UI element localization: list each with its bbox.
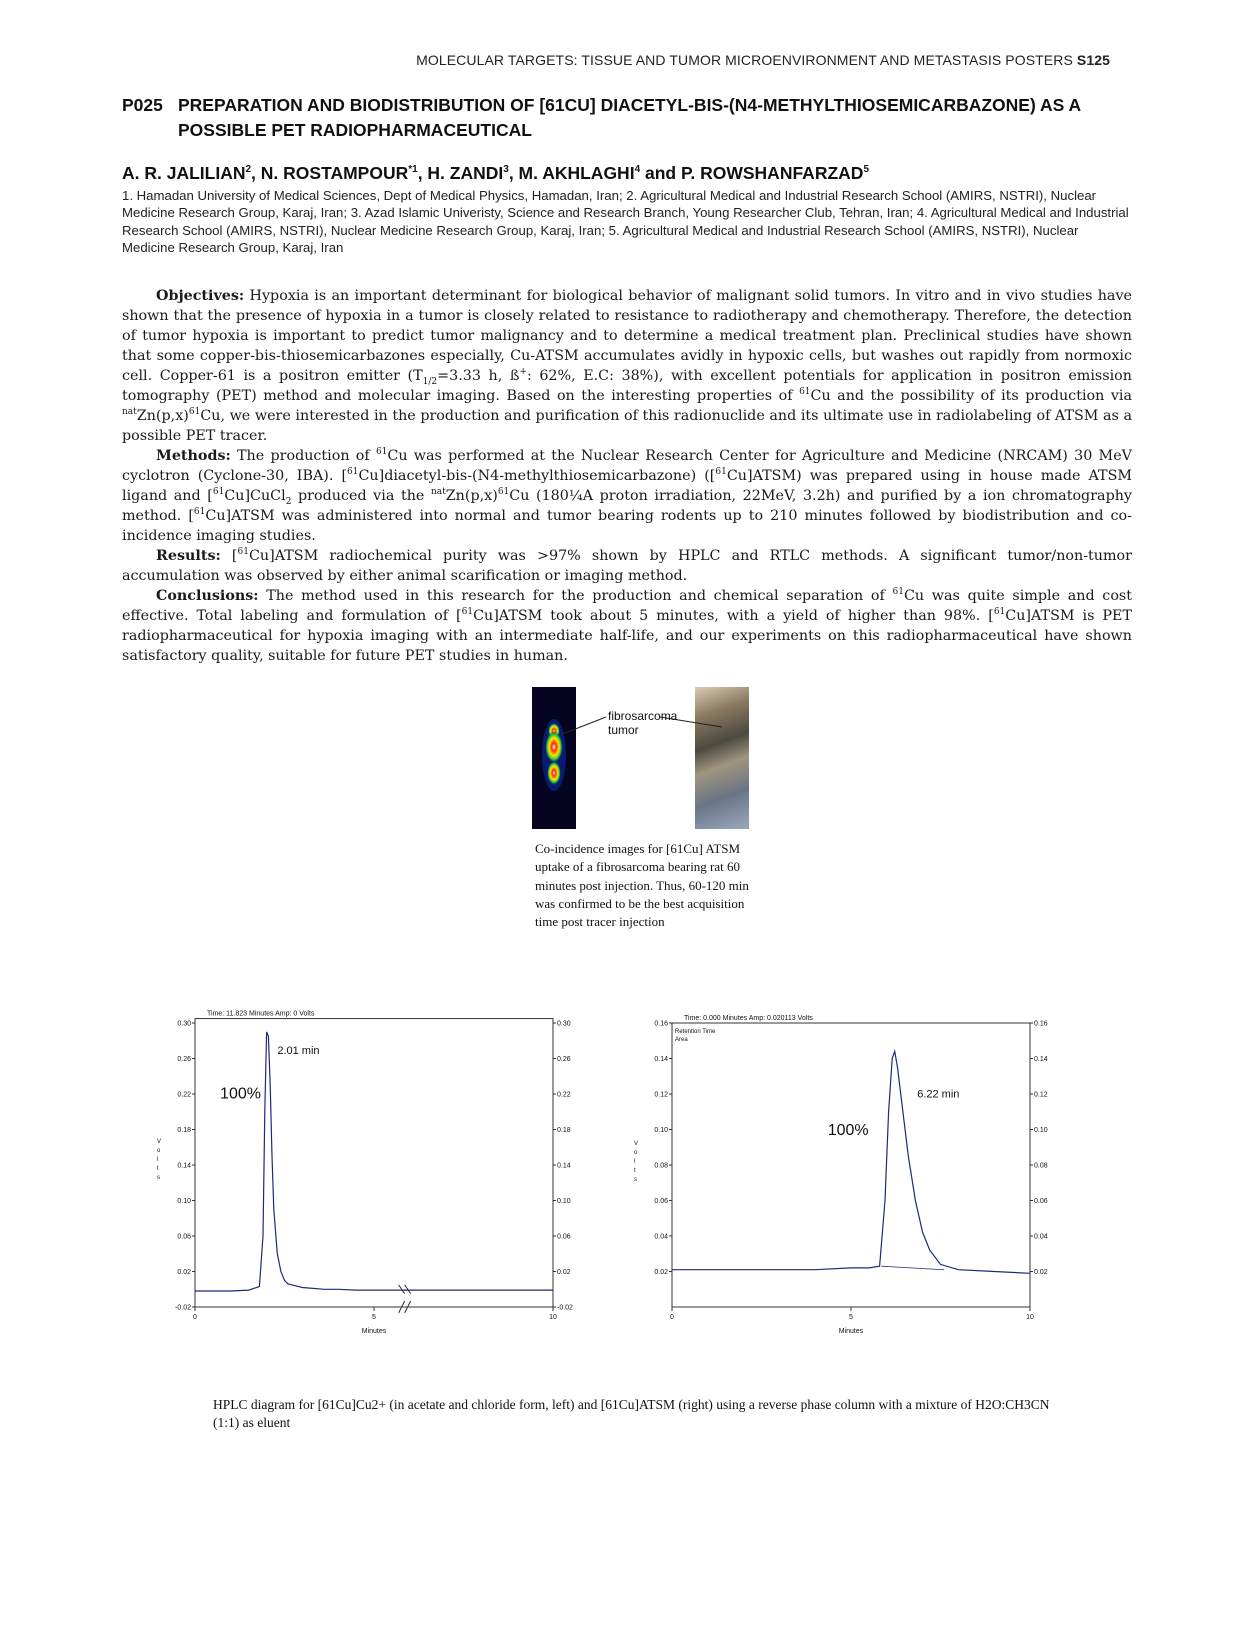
author-separator: , (508, 163, 519, 183)
tumor-label-line-1: fibrosarcoma (608, 709, 678, 723)
text-sup: 61 (892, 587, 904, 598)
results-heading: Results: (156, 548, 221, 564)
conclusions-text (122, 588, 1132, 664)
y-tick-label-right: 0.12 (1034, 1091, 1048, 1099)
text-run: The method used in this research for the production and chemical separation of (258, 588, 893, 604)
coincidence-figure (532, 687, 752, 832)
percent-annotation: 100% (220, 1085, 261, 1103)
tumor-label (608, 709, 677, 737)
y-tick-label-right: -0.02 (557, 1304, 573, 1312)
y-tick-label-right: 0.08 (1034, 1162, 1048, 1170)
y-tick-label-left: 0.26 (177, 1056, 191, 1063)
author-affiliation-mark: 4 (634, 164, 641, 176)
text-sub: 2 (285, 496, 292, 507)
chart-header: Time: 0.000 Minutes Amp: 0.020113 Volts (684, 1015, 813, 1022)
text-run: Cu]ATSM) was prepared using in house made ATSM ligand and [ (122, 468, 1133, 504)
y-tick-label-right: 0.16 (1034, 1020, 1048, 1028)
conclusions-paragraph (122, 586, 1132, 666)
text-run: Cu]diacetyl-bis-(N4-methylthiosemicarbazone) ([ (358, 468, 716, 484)
y-tick-label-left: 0.10 (177, 1198, 191, 1205)
x-tick-label: 5 (849, 1314, 853, 1321)
y-tick-label-left: 0.30 (177, 1020, 191, 1028)
article-title: PREPARATION AND BIODISTRIBUTION OF [61CU] DIACETYL-BIS-(N4-METHYLTHIOSEMICARBAZONE) AS A POSSIBLE PET RADIOPHARMACEUTICAL (178, 95, 1081, 140)
tumor-label-line-2: tumor (608, 723, 639, 737)
author-affiliation-mark: 3 (503, 164, 509, 176)
y-tick-label-right: 0.30 (557, 1020, 571, 1028)
y-axis-label (634, 1141, 638, 1183)
y-tick-label-right: 0.22 (557, 1091, 571, 1099)
text-sup: 61 (715, 467, 727, 478)
text-sup: 61 (193, 507, 206, 518)
y-tick-label-left: 0.02 (177, 1269, 191, 1276)
y-axis-label-letter: l (157, 1156, 159, 1163)
author-name: M. AKHLAGHI (518, 163, 635, 183)
affiliations: 1. Hamadan University of Medical Sciences, Dept of Medical Physics, Hamadan, Iran; 2. Agricultural Medical and Industrial Research School (AMIRS, NSTRI), Nuclear Medicine Research Group, Karaj, Iran; 3. Azad Islamic Univeristy, Science and Research Branch, Young Researcher Club, Tehran, Iran; 4. Agricultural Medical and Industrial Research School (AMIRS, NSTRI), Nuclear Medicine Research Group, Karaj, Iran; 5. Agricultural Medical and Industrial Research School (AMIRS, NSTRI), Nuclear Medicine Research Group, Karaj, Iran (122, 188, 1129, 255)
objectives-heading: Objectives: (156, 288, 245, 304)
figure-1-caption: Co-incidence images for [61Cu] ATSM uptake of a fibrosarcoma bearing rat 60 minutes post injection. Thus, 60-120 min was confirmed to be the best acquisition time post tracer injection (535, 841, 749, 930)
y-axis-label-letter: t (157, 1165, 159, 1172)
y-tick-label-right: 0.10 (1034, 1127, 1048, 1134)
axis-break-mark (399, 1285, 405, 1294)
y-axis-label-letter: s (634, 1177, 637, 1183)
y-tick-label-left: 0.04 (654, 1233, 668, 1241)
y-tick-label-right: 0.06 (557, 1233, 571, 1241)
author-list (122, 163, 869, 184)
x-axis-label: Minutes (838, 1328, 864, 1335)
text-sup: 61 (461, 607, 474, 618)
y-axis-label (157, 1139, 161, 1181)
y-tick-label-right: 0.26 (557, 1056, 571, 1063)
chromatogram-trace (672, 1051, 1030, 1273)
y-axis-label-letter: V (634, 1141, 639, 1147)
y-tick-label-right: 0.02 (557, 1269, 571, 1276)
text-run: Cu and the possibility of its production via (810, 388, 1133, 404)
text-run: Cu, we were interested in the production and purification of this radionuclide and its ultimate use in radiolabeling of ATSM as a possible PET tracer. (122, 408, 1132, 444)
text-run: Cu (180¼A proton irradiation, 22MeV, 3.2h) and purified by a ion chromatography method. [ (122, 488, 1133, 524)
methods-heading: Methods: (156, 448, 231, 464)
running-title: MOLECULAR TARGETS: TISSUE AND TUMOR MICROENVIRONMENT AND METASTASIS POSTERS (416, 52, 1073, 68)
author-separator: and (640, 163, 681, 183)
text-run: The production of (230, 448, 376, 464)
y-tick-label-right: 0.14 (557, 1162, 571, 1170)
methods-paragraph (122, 446, 1132, 546)
y-tick-label-right: 0.06 (1034, 1198, 1048, 1205)
x-axis-label: Minutes (361, 1328, 387, 1335)
text-sup: 61 (799, 387, 811, 398)
author-name: A. R. JALILIAN (122, 163, 246, 183)
axis-break-mark (405, 1285, 411, 1294)
results-text (122, 548, 1132, 584)
author-name: H. ZANDI (427, 163, 504, 183)
y-tick-label-left: 0.08 (654, 1162, 668, 1170)
y-tick-label-left: 0.06 (654, 1198, 668, 1205)
chromatogram-trace (195, 1032, 553, 1291)
y-tick-label-right: 0.10 (557, 1198, 571, 1205)
hplc-chart-left (157, 1010, 595, 1385)
y-tick-label-right: 0.14 (1034, 1056, 1048, 1063)
y-tick-label-right: 0.02 (1034, 1269, 1048, 1276)
author-affiliation-mark: *1 (408, 164, 418, 176)
y-axis-label-letter: t (634, 1168, 636, 1174)
text-run: Cu]CuCl (224, 488, 286, 504)
text-sup: 61 (497, 487, 510, 498)
author-affiliation-mark: 2 (245, 164, 252, 176)
plot-frame (672, 1023, 1030, 1307)
text-run: =3.33 h, ß (437, 368, 520, 384)
text-sup: + (519, 367, 527, 378)
y-tick-label-left: 0.02 (654, 1269, 668, 1276)
y-axis-label-letter: s (157, 1174, 160, 1181)
author-name: P. ROWSHANFARZAD (680, 163, 864, 183)
y-tick-label-right: 0.18 (557, 1127, 571, 1134)
integration-baseline (881, 1266, 944, 1270)
x-tick-label: 10 (1026, 1314, 1034, 1321)
legend-entry: Area (675, 1037, 688, 1043)
hplc-chart-right (634, 1015, 1072, 1385)
text-run: : 62%, E.C: 38%), with excellent potentials for application in positron emission tomography (PET) method and molecular imaging. Based on the interesting properties of (122, 368, 1132, 404)
text-run: Zn(p,x) (445, 488, 498, 504)
author-separator: , (251, 163, 261, 183)
methods-text (122, 448, 1132, 544)
running-header (416, 52, 1110, 68)
y-tick-label-left: 0.12 (654, 1091, 668, 1099)
retention-time-annotation: 6.22 min (917, 1088, 960, 1101)
text-sup: 61 (993, 607, 1006, 618)
x-tick-label: 0 (193, 1314, 197, 1321)
objectives-paragraph (122, 286, 1132, 446)
text-run: produced via the (291, 488, 431, 504)
x-tick-label: 0 (670, 1314, 674, 1321)
y-tick-label-left: 0.16 (654, 1020, 668, 1028)
text-run: Hypoxia is an important determinant for biological behavior of malignant solid tumors. In vitro and in vivo studies have shown that the presence of hypoxia in a tumor is closely related to resistance to radiotherapy and chemotherapy. Therefore, the detection of tumor hypoxia is important to predict tumor malignancy and to determine a medical treatment plan. Preclinical studies have shown that some copper-bis-thiosemicarbazones especially, Cu-ATSM accumulates avidly in hypoxic cells, but washes out rapidly from normoxic cell. Copper-61 is a positron emitter (T (122, 288, 1132, 384)
text-run: Zn(p,x) (136, 408, 189, 424)
figure-2-caption: HPLC diagram for [61Cu]Cu2+ (in acetate and chloride form, left) and [61Cu]ATSM (right) using a reverse phase column with a mixture of H2O:CH3CN (1:1) as eluent (213, 1397, 1050, 1431)
author-name: N. ROSTAMPOUR (260, 163, 409, 183)
y-tick-label-left: 0.14 (654, 1056, 668, 1063)
text-run: Cu]ATSM is PET radiopharmaceutical for hypoxia imaging with an intermediate half-life, and our experiments on this radiopharmaceutical have shown satisfactory quality, suitable for future PET studies in human. (122, 608, 1133, 664)
y-axis-label-letter: V (157, 1138, 162, 1145)
y-tick-label-left: 0.10 (654, 1127, 668, 1134)
text-sup: nat (122, 407, 137, 418)
percent-annotation: 100% (827, 1121, 869, 1139)
article-title-block (122, 93, 1122, 143)
conclusions-heading: Conclusions: (156, 588, 259, 604)
text-run: [ (220, 548, 238, 564)
author-affiliation-mark: 5 (863, 164, 869, 176)
text-run: Cu was performed at the Nuclear Research Center for Agriculture and Medicine (NRCAM) 30 MeV cyclotron (Cyclone-30, IBA). [ (122, 448, 1132, 484)
text-sup: 61 (347, 467, 359, 478)
results-paragraph (122, 546, 1132, 586)
retention-time-annotation: 2.01 min (277, 1045, 320, 1058)
y-tick-label-left: -0.02 (175, 1304, 191, 1312)
y-tick-label-left: 0.06 (177, 1233, 191, 1241)
text-sup: 61 (212, 487, 225, 498)
author-separator: , (417, 163, 428, 183)
abstract-code: P025 (122, 95, 163, 115)
y-tick-label-left: 0.22 (177, 1091, 191, 1099)
page-number: S125 (1076, 52, 1110, 68)
plot-frame (195, 1019, 553, 1307)
y-axis-label-letter: l (634, 1159, 636, 1165)
x-tick-label: 5 (372, 1314, 376, 1321)
legend-entry: Retention Time (675, 1029, 716, 1035)
text-sup: 61 (375, 447, 388, 458)
text-sub: 1/2 (422, 376, 438, 387)
chart-header: Time: 11.823 Minutes Amp: 0 Volts (207, 1010, 315, 1018)
y-axis-label-letter: o (157, 1147, 161, 1154)
text-run: Cu]ATSM took about 5 minutes, with a yield of higher than 98%. [ (473, 608, 994, 624)
x-tick-label: 10 (549, 1314, 557, 1321)
y-tick-label-left: 0.18 (177, 1127, 191, 1134)
text-run: Cu was quite simple and cost effective. Total labeling and formulation of [ (122, 588, 1133, 624)
text-run: Cu]ATSM radiochemical purity was >97% shown by HPLC and RTLC methods. A significant tumor/non-tumor accumulation was observed by either animal scarification or imaging method. (122, 548, 1132, 584)
y-tick-label-right: 0.04 (1034, 1233, 1048, 1241)
text-sup: 61 (237, 547, 249, 558)
y-axis-label-letter: o (634, 1150, 638, 1156)
objectives-text (122, 288, 1132, 444)
text-sup: 61 (188, 407, 201, 418)
text-sup: nat (430, 487, 446, 498)
text-run: Cu]ATSM was administered into normal and tumor bearing rodents up to 210 minutes followed by biodistribution and co-incidence imaging studies. (122, 508, 1132, 544)
y-tick-label-left: 0.14 (177, 1162, 191, 1170)
abstract-body (122, 286, 1132, 666)
